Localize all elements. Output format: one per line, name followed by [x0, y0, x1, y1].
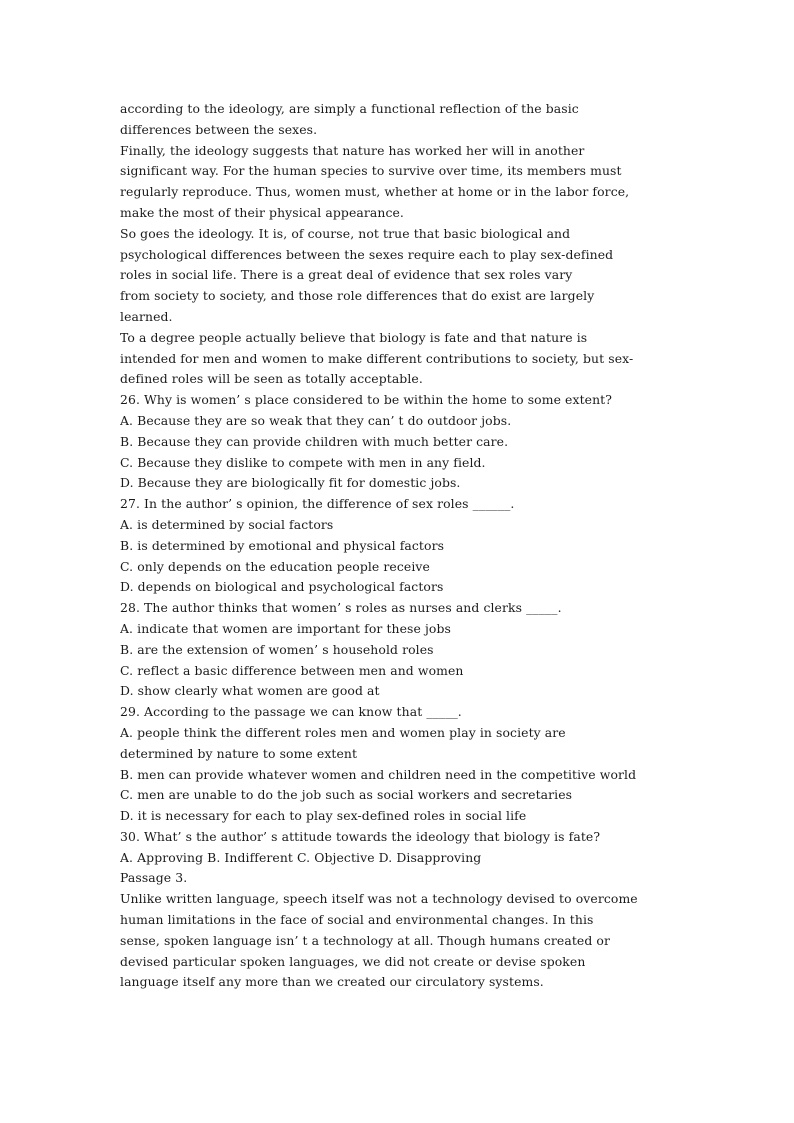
option-29-a: A. people think the different roles men and women play in society are — [120, 724, 566, 740]
text-line: make the most of their physical appearance. — [120, 204, 404, 220]
question-27: 27. In the author’ s opinion, the difference of sex roles ______. — [120, 496, 515, 512]
text-line: regularly reproduce. Thus, women must, whether at home or in the labor force, — [120, 184, 630, 200]
text-line: according to the ideology, are simply a functional reflection of the basic — [120, 101, 579, 116]
document-page — [120, 99, 680, 993]
text-line: intended for men and women to make different contributions to society, but sex- — [120, 350, 634, 366]
text-line: human limitations in the face of social and environmental changes. In this — [120, 912, 594, 928]
option-27-b: B. is determined by emotional and physical factors — [120, 537, 445, 553]
text-line: Finally, the ideology suggests that nature has worked her will in another — [120, 142, 585, 158]
text-line: significant way. For the human species to survive over time, its members must — [120, 163, 622, 179]
option-26-a: A. Because they are so weak that they can’ t do outdoor jobs. — [120, 412, 512, 428]
text-line: language itself any more than we created our circulatory systems. — [120, 974, 544, 990]
text-line: defined roles will be seen as totally acceptable. — [120, 371, 423, 387]
option-27-d: D. depends on biological and psychological factors — [120, 579, 444, 595]
option-29-d: D. it is necessary for each to play sex-defined roles in social life — [120, 808, 527, 824]
passage-heading: Passage 3. — [120, 870, 188, 886]
options-30: A. Approving B. Indifferent C. Objective D. Disapproving — [120, 849, 482, 865]
option-28-c: C. reflect a basic difference between men and women — [120, 662, 464, 678]
text-line: differences between the sexes. — [120, 121, 318, 137]
question-30: 30. What’ s the author’ s attitude towards the ideology that biology is fate? — [120, 828, 601, 844]
option-29-a-cont: determined by nature to some extent — [120, 745, 358, 761]
option-28-d: D. show clearly what women are good at — [120, 683, 380, 699]
option-28-b: B. are the extension of women’ s household roles — [120, 641, 434, 657]
text-line: roles in social life. There is a great deal of evidence that sex roles vary — [120, 267, 573, 283]
text-line: devised particular spoken languages, we did not create or devise spoken — [120, 953, 586, 969]
option-26-d: D. Because they are biologically fit for domestic jobs. — [120, 475, 461, 491]
question-28: 28. The author thinks that women’ s roles as nurses and clerks _____. — [120, 600, 562, 616]
text-line: sense, spoken language isn’ t a technology at all. Though humans created or — [120, 932, 611, 948]
text-line: psychological differences between the sexes require each to play sex-defined — [120, 246, 614, 262]
text-line: from society to society, and those role differences that do exist are largely — [120, 288, 595, 304]
text-line: To a degree people actually believe that biology is fate and that nature is — [120, 329, 588, 345]
text-line: Unlike written language, speech itself was not a technology devised to overcome — [120, 891, 638, 907]
option-29-c: C. men are unable to do the job such as social workers and secretaries — [120, 787, 573, 803]
text-line: learned. — [120, 308, 173, 324]
text-line: So goes the ideology. It is, of course, not true that basic biological and — [120, 225, 571, 241]
option-29-b: B. men can provide whatever women and children need in the competitive world — [120, 766, 637, 782]
option-27-a: A. is determined by social factors — [120, 516, 334, 532]
question-26: 26. Why is women’ s place considered to be within the home to some extent? — [120, 392, 612, 408]
option-26-c: C. Because they dislike to compete with men in any field. — [120, 454, 486, 470]
question-29: 29. According to the passage we can know that _____. — [120, 704, 462, 720]
option-27-c: C. only depends on the education people receive — [120, 558, 430, 574]
option-28-a: A. indicate that women are important for these jobs — [120, 620, 451, 636]
option-26-b: B. Because they can provide children with much better care. — [120, 433, 509, 449]
